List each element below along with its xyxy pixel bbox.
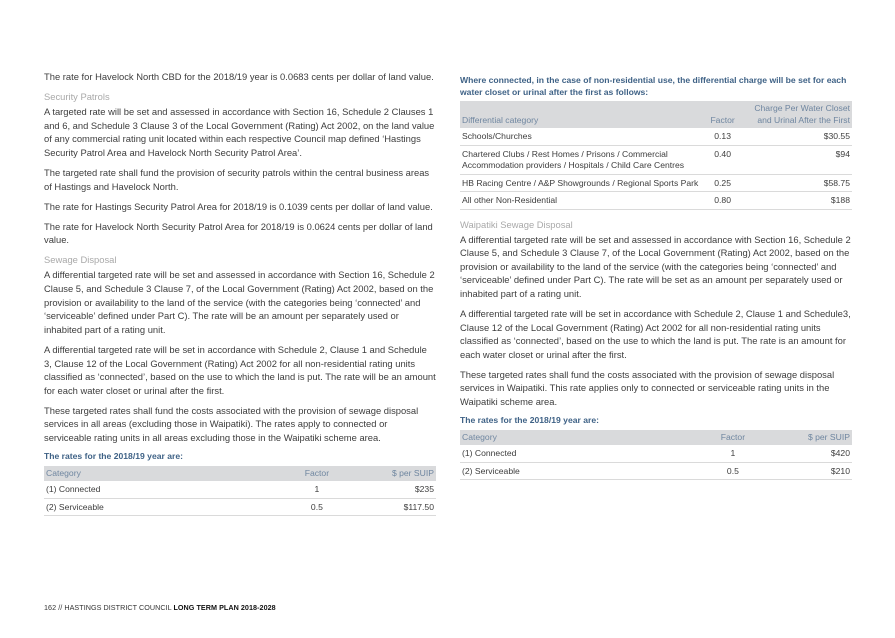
category-cell: (2) Serviceable: [460, 462, 719, 480]
waipatiki-sewage-heading: Waipatiki Sewage Disposal: [460, 218, 573, 230]
factor-cell: 0.5: [303, 498, 331, 516]
table-row: [460, 445, 852, 462]
table-row: [460, 192, 852, 210]
factor-cell: 0.80: [703, 192, 742, 210]
differential-charge-table: [460, 101, 852, 210]
factor-header: Factor: [703, 101, 742, 128]
table-row: [44, 498, 436, 516]
factor-cell: 0.25: [703, 174, 742, 192]
security-fund-text: The targeted rate shall fund the provision of security patrols within the central business areas of Hastings and Havelock North.: [44, 166, 430, 192]
category-cell: (1) Connected: [44, 481, 303, 498]
sewage-rates-table: [44, 466, 436, 517]
waipatiki-rates-table: [460, 430, 852, 481]
factor-cell: 1: [719, 445, 747, 462]
charge-header: Charge Per Water Closet and Urinal After the First: [742, 101, 852, 128]
sewage-disposal-heading: Sewage Disposal: [44, 254, 117, 266]
suip-header: $ per SUIP: [747, 430, 852, 446]
differential-category-header: Differential category: [460, 101, 703, 128]
category-cell: Schools/Churches: [460, 128, 703, 145]
charge-cell: $30.55: [742, 128, 852, 145]
charge-cell: $94: [742, 145, 852, 174]
suip-cell: $420: [747, 445, 852, 462]
factor-cell: 0.5: [719, 462, 747, 480]
table-header-row: [460, 430, 852, 446]
waipatiki-rates-caption: The rates for the 2018/19 year are:: [460, 415, 600, 426]
factor-cell: 0.40: [703, 145, 742, 174]
category-header: Category: [44, 466, 303, 482]
charge-cell: $188: [742, 192, 852, 210]
right-column: [460, 73, 852, 488]
footer-plan-title: LONG TERM PLAN 2018-2028: [173, 603, 276, 612]
footer-page-council: 162 // HASTINGS DISTRICT COUNCIL: [44, 603, 174, 612]
security-rate-description: A targeted rate will be set and assessed in accordance with Section 16, Schedule 2 Clauses 1 and 6, and Schedule 3 Clause 3 of the Local Government (Rating) Act 2002, on the land value of any commercial rating unit located within each respective Council map defined ‘Hastings Security Patrol Area and Havelock North Security Patrol Area’.: [44, 106, 435, 158]
factor-cell: 1: [303, 481, 331, 498]
sewage-rates-caption: The rates for the 2018/19 year are:: [44, 451, 184, 462]
factor-header: Factor: [303, 466, 331, 482]
table-row: [460, 145, 852, 174]
factor-cell: 0.13: [703, 128, 742, 145]
suip-cell: $210: [747, 462, 852, 480]
suip-cell: $117.50: [331, 498, 436, 516]
category-cell: (1) Connected: [460, 445, 719, 462]
differential-charge-caption: Where connected, in the case of non-residential use, the differential charge will be set for each water closet or urinal after the first as follows:: [460, 75, 847, 97]
security-patrols-heading: Security Patrols: [44, 91, 110, 103]
sewage-fund-text: These targeted rates shall fund the costs associated with the provision of sewage disposal services in all areas (excluding those in Waipatiki). The rates apply to connected or serviceable rating units in all areas excluding those in the Waipatiki scheme area.: [44, 404, 419, 443]
suip-header: $ per SUIP: [331, 466, 436, 482]
sewage-differential-text: A differential targeted rate will be set in accordance with Schedule 2, Clause 1 and Schedule 3, Clause 12 of the Local Government (Rating) Act 2002 for all non-residential rating units classified as ‘connected’, based on the use to which the land is put. The rate will be an amount for each water closet or urinal after the first.: [44, 343, 436, 396]
category-cell: (2) Serviceable: [44, 498, 303, 516]
left-column: [44, 70, 436, 524]
table-row: [460, 174, 852, 192]
category-cell: Chartered Clubs / Rest Homes / Prisons / Commercial Accommodation providers / Hospitals / Child Care Centres: [460, 145, 703, 174]
category-header: Category: [460, 430, 719, 446]
hastings-security-rate-text: The rate for Hastings Security Patrol Area for 2018/19 is 0.1039 cents per dollar of land value.: [44, 200, 433, 212]
factor-header: Factor: [719, 430, 747, 446]
table-header-row: [460, 101, 852, 128]
charge-cell: $58.75: [742, 174, 852, 192]
waipatiki-differential-text: A differential targeted rate will be set in accordance with Schedule 2, Clause 1 and Schedule3, Clause 12 of the Local Government (Rating) Act 2002 for all non-residential rating units classified as ‘connected’, based on the use to which the land is put. The rate is an amount for each water closet or urinal after the first.: [460, 307, 851, 360]
table-row: [460, 128, 852, 145]
sewage-rate-description: A differential targeted rate will be set and assessed in accordance with Section 16, Schedule 2 Clause 5, and Schedule 3 Clause 7, of the Local Government (Rating) Act 2002, based on the provision or availability to the land of the service (with the categories being ‘connected’ and ‘serviceable’ defined under Part C). The rate will be an amount per separately used or inhabited part of a rating unit.: [44, 269, 435, 335]
waipatiki-fund-text: These targeted rates shall fund the costs associated with the provision of sewage disposal services in Waipatiki. This rate applies only to connected or serviceable rating units in the Waipatiki scheme area.: [460, 368, 835, 408]
havelock-security-rate-text: The rate for Havelock North Security Patrol Area for 2018/19 is 0.0624 cents per dollar of land value.: [44, 220, 433, 246]
table-row: [44, 481, 436, 498]
category-cell: HB Racing Centre / A&P Showgrounds / Regional Sports Park: [460, 174, 703, 192]
table-header-row: [44, 466, 436, 482]
suip-cell: $235: [331, 481, 436, 498]
category-cell: All other Non-Residential: [460, 192, 703, 210]
table-row: [460, 462, 852, 480]
cbd-rate-text: The rate for Havelock North CBD for the 2018/19 year is 0.0683 cents per dollar of land value.: [44, 71, 434, 82]
page-footer: [44, 603, 276, 612]
waipatiki-rate-description: A differential targeted rate will be set and assessed in accordance with Section 16, Schedule 2 Clause 5, and Schedule 3 Clause 7, of the Local Government (Rating) Act 2002, based on the provision or availability to the land of the service (with the categories being ‘connected’ and ‘serviceable’ defined under Part C). The rate will be set as an amount per separately used or inhabited part of a rating unit.: [460, 233, 851, 299]
